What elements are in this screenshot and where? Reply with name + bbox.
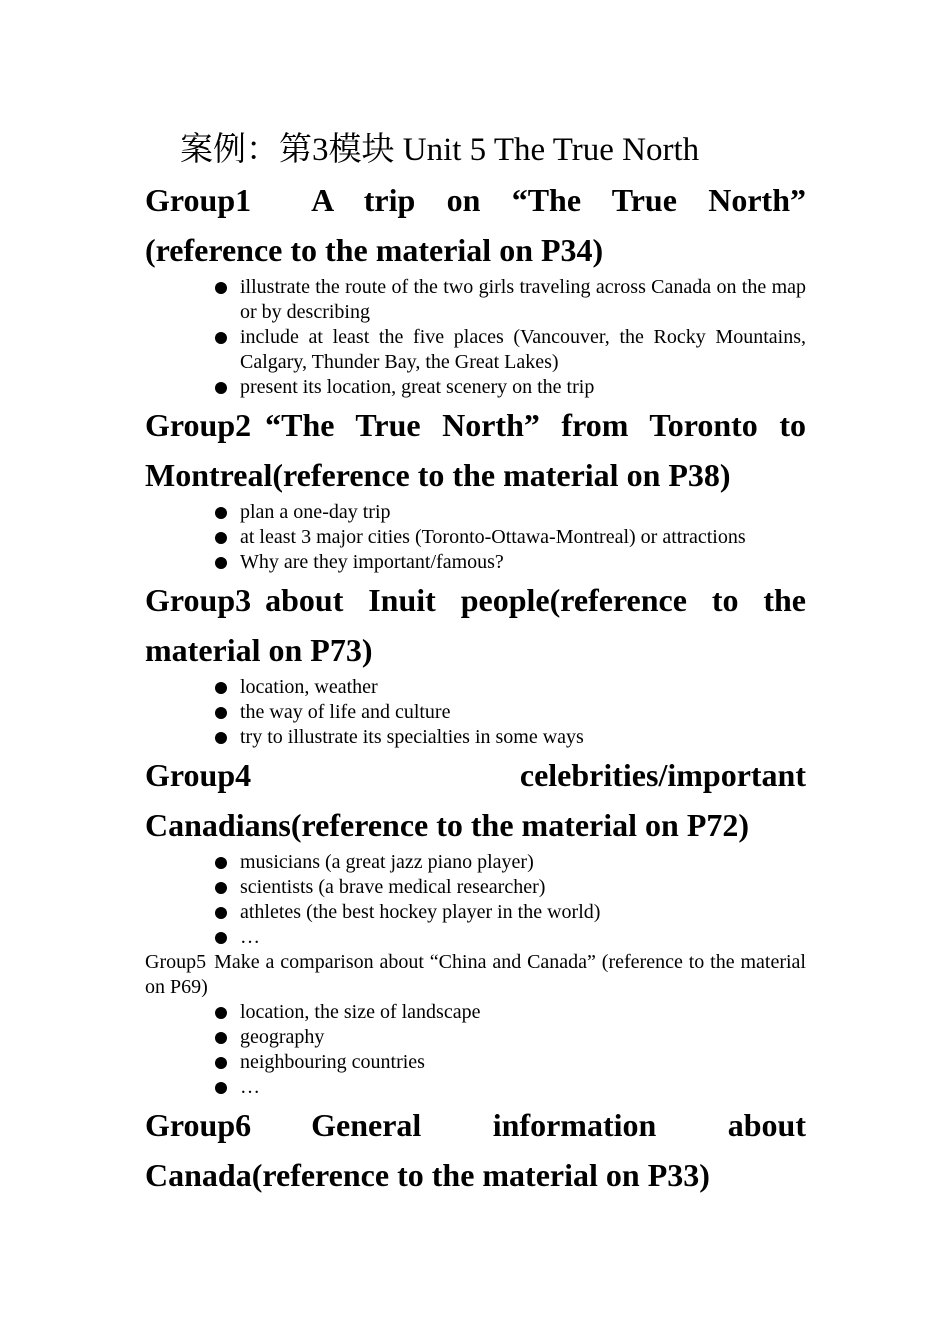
bullet-icon xyxy=(215,382,227,394)
bullet-icon xyxy=(215,682,227,694)
bullet-icon xyxy=(215,1032,227,1044)
group-topic: “The True North” from Toronto to Montreal(reference to the material on P38) xyxy=(145,407,806,493)
bullet-icon xyxy=(215,282,227,294)
bullet-icon xyxy=(215,532,227,544)
group-heading xyxy=(145,950,806,1000)
list-item: location, the size of landscape xyxy=(240,1000,806,1025)
list-item: … xyxy=(240,925,806,950)
list-item: scientists (a brave medical researcher) xyxy=(240,875,806,900)
list-item: geography xyxy=(240,1025,806,1050)
list-item: present its location, great scenery on the trip xyxy=(240,375,806,400)
group-label: Group4 xyxy=(145,757,252,793)
list-item: plan a one-day trip xyxy=(240,500,806,525)
group-heading xyxy=(145,575,806,675)
group-topic: Make a comparison about “China and Canada” (reference to the material on P69) xyxy=(145,951,806,998)
list-item: illustrate the route of the two girls traveling across Canada on the map or by describing xyxy=(240,275,806,325)
group-2-section xyxy=(145,400,806,575)
group-heading xyxy=(145,1100,806,1200)
document-page xyxy=(145,125,806,1200)
group-5-section xyxy=(145,950,806,1100)
group-3-section xyxy=(145,575,806,750)
group-label: Group6 xyxy=(145,1107,252,1143)
group-4-section xyxy=(145,750,806,950)
bullet-list xyxy=(145,275,806,400)
group-label: Group2 xyxy=(145,407,252,443)
group-label: Group3 xyxy=(145,582,252,618)
bullet-icon xyxy=(215,1057,227,1069)
list-item: Why are they important/famous? xyxy=(240,550,806,575)
list-item: include at least the five places (Vancouver, the Rocky Mountains, Calgary, Thunder Bay, the Great Lakes) xyxy=(240,325,806,375)
group-topic: about Inuit people(reference to the material on P73) xyxy=(145,582,806,668)
bullet-icon xyxy=(215,882,227,894)
bullet-icon xyxy=(215,507,227,519)
bullet-icon xyxy=(215,1007,227,1019)
list-item: location, weather xyxy=(240,675,806,700)
bullet-list xyxy=(145,1000,806,1100)
list-item: athletes (the best hockey player in the world) xyxy=(240,900,806,925)
group-topic: General information about Canada(reference to the material on P33) xyxy=(145,1107,806,1193)
group-label: Group5 xyxy=(145,951,207,973)
bullet-list xyxy=(145,850,806,950)
bullet-icon xyxy=(215,857,227,869)
list-item: neighbouring countries xyxy=(240,1050,806,1075)
group-6-section xyxy=(145,1100,806,1200)
bullet-icon xyxy=(215,557,227,569)
group-topic: celebrities/important xyxy=(519,757,806,793)
bullet-list xyxy=(145,500,806,575)
list-item: try to illustrate its specialties in some ways xyxy=(240,725,806,750)
document-title: 案例：第3模块 Unit 5 The True North xyxy=(180,132,700,168)
list-item: … xyxy=(240,1075,806,1100)
group-1-section xyxy=(145,175,806,400)
bullet-icon xyxy=(215,732,227,744)
bullet-icon xyxy=(215,332,227,344)
group-heading xyxy=(145,175,806,275)
group-heading xyxy=(145,750,806,800)
bullet-icon xyxy=(215,932,227,944)
bullet-icon xyxy=(215,707,227,719)
group-heading xyxy=(145,400,806,500)
group-heading-continued: Canadians(reference to the material on P72) xyxy=(145,807,750,843)
list-item: musicians (a great jazz piano player) xyxy=(240,850,806,875)
list-item: at least 3 major cities (Toronto-Ottawa-Montreal) or attractions xyxy=(240,525,806,550)
bullet-list xyxy=(145,675,806,750)
group-label: Group1 xyxy=(145,182,252,218)
bullet-icon xyxy=(215,1082,227,1094)
bullet-icon xyxy=(215,907,227,919)
group-topic: A trip on “The True North” (reference to the material on P34) xyxy=(145,182,806,268)
list-item: the way of life and culture xyxy=(240,700,806,725)
